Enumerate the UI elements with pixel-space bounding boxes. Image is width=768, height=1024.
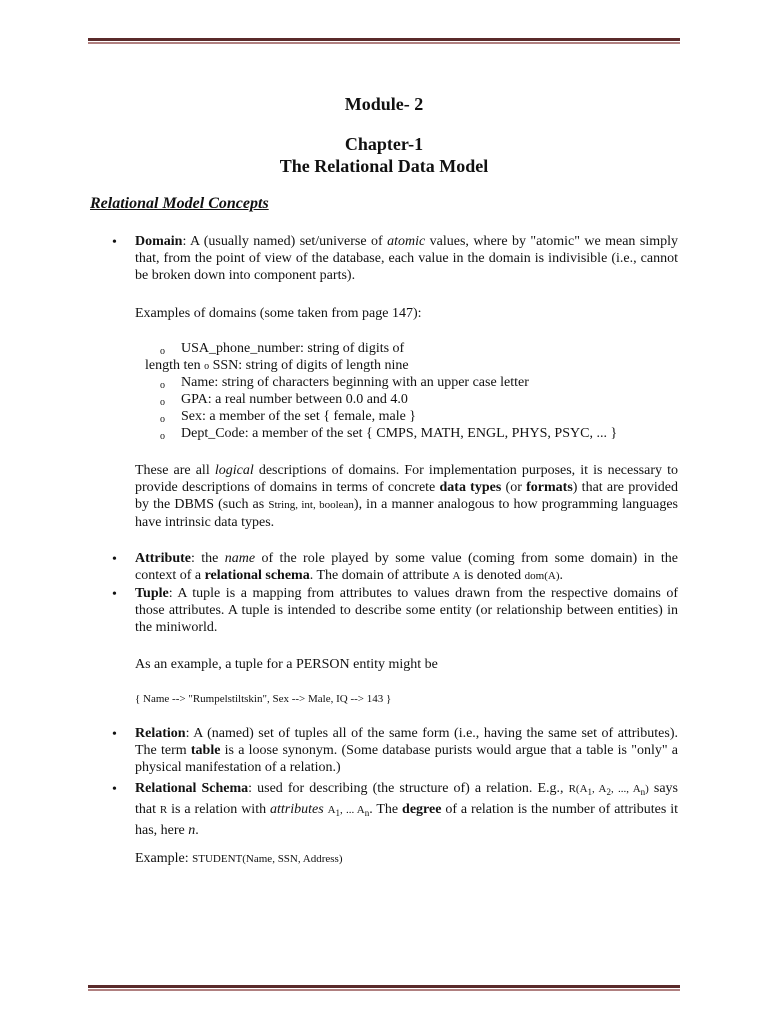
bullet-icon: • [112,727,117,742]
bottom-rule [88,985,680,991]
attribute-paragraph: Attribute: the name of the role played by some value (coming from some domain) in the context of a relational schema. The domain of attribute A is denoted dom(A). [135,551,678,583]
section-title: Relational Model Concepts [90,195,269,212]
domain-italic: atomic [387,234,426,249]
bullet-icon: • [112,552,117,567]
chapter-heading: Chapter-1 [344,134,424,154]
attribute-term: Attribute [135,551,191,566]
bullet-icon: • [112,235,117,250]
schema-term: Relational Schema [135,781,249,796]
example-item: Name: string of characters beginning with an upper case letter [181,375,529,390]
example-wrap-line: length ten o SSN: string of digits of length nine [145,358,409,373]
sub-bullet-icon: o [204,361,210,372]
example-line [135,850,678,868]
sub-bullet-icon: o [160,414,165,425]
logical-paragraph: These are all logical descriptions of domains. For implementation purposes, it is necessary to provide descriptions of domains in terms of concrete data types (or formats) that are provided by the DBMS (such as String, int, boolean), in a manner analogous to how programming languages have intrinsic data types. [135,463,679,530]
bullet-icon: • [112,587,117,602]
tuple-example-intro: As an example, a tuple for a PERSON entity might be [135,657,438,672]
sub-bullet-icon: o [160,397,165,408]
top-rule [88,38,680,44]
tuple-paragraph: Tuple: A tuple is a mapping from attributes to values drawn from the respective domains of those attributes. A tuple is intended to describe some entity (or relationship between entities) in the miniworld. [135,586,678,635]
domain-text-2: values, where by "atomic" we mean simply that, from the point of view of the database, each value in the domain is indivisible (i.e., cannot be broken down into component parts). [135,234,678,283]
tuple-term: Tuple [135,586,169,601]
sub-bullet-icon: o [160,431,165,442]
bullet-icon: • [112,782,117,797]
sub-bullet-icon: o [160,346,165,357]
example-value: STUDENT(Name, SSN, Address) [192,853,343,865]
example-label: Example: [135,851,193,866]
example-item: GPA: a real number between 0.0 and 4.0 [181,392,408,407]
example-item: Sex: a member of the set { female, male } [181,409,417,424]
domain-text: : A (usually named) set/universe of [182,234,388,249]
domain-paragraph [135,233,678,284]
sub-bullet-icon: o [160,380,165,391]
tuple-example: { Name --> "Rumpelstiltskin", Sex --> Male, IQ --> 143 } [135,693,392,705]
chapter-title: The Relational Data Model [279,156,489,176]
relation-paragraph: Relation: A (named) set of tuples all of the same form (i.e., having the same set of attributes). The term table is a loose synonym. (Some database purists would argue that a table is "only" a physical manifestation of a relation.) [135,726,678,775]
examples-intro: Examples of domains (some taken from page 147): [135,306,422,321]
domain-term: Domain [135,234,183,249]
example-item: Dept_Code: a member of the set { CMPS, MATH, ENGL, PHYS, PSYC, ... } [181,426,618,441]
schema-paragraph: Relational Schema: used for describing (the structure of) a relation. E.g., $R(A_1$, $A_2$, ..., $A_n$) says that R is a relation with attributes $A_1$, ... $A_n$. The degree of a relation is the number of attributes it has, here n. [135,781,679,839]
relation-term: Relation [135,726,186,741]
example-item: USA_phone_number: string of digits of [181,341,405,356]
module-heading: Module- 2 [344,94,424,114]
